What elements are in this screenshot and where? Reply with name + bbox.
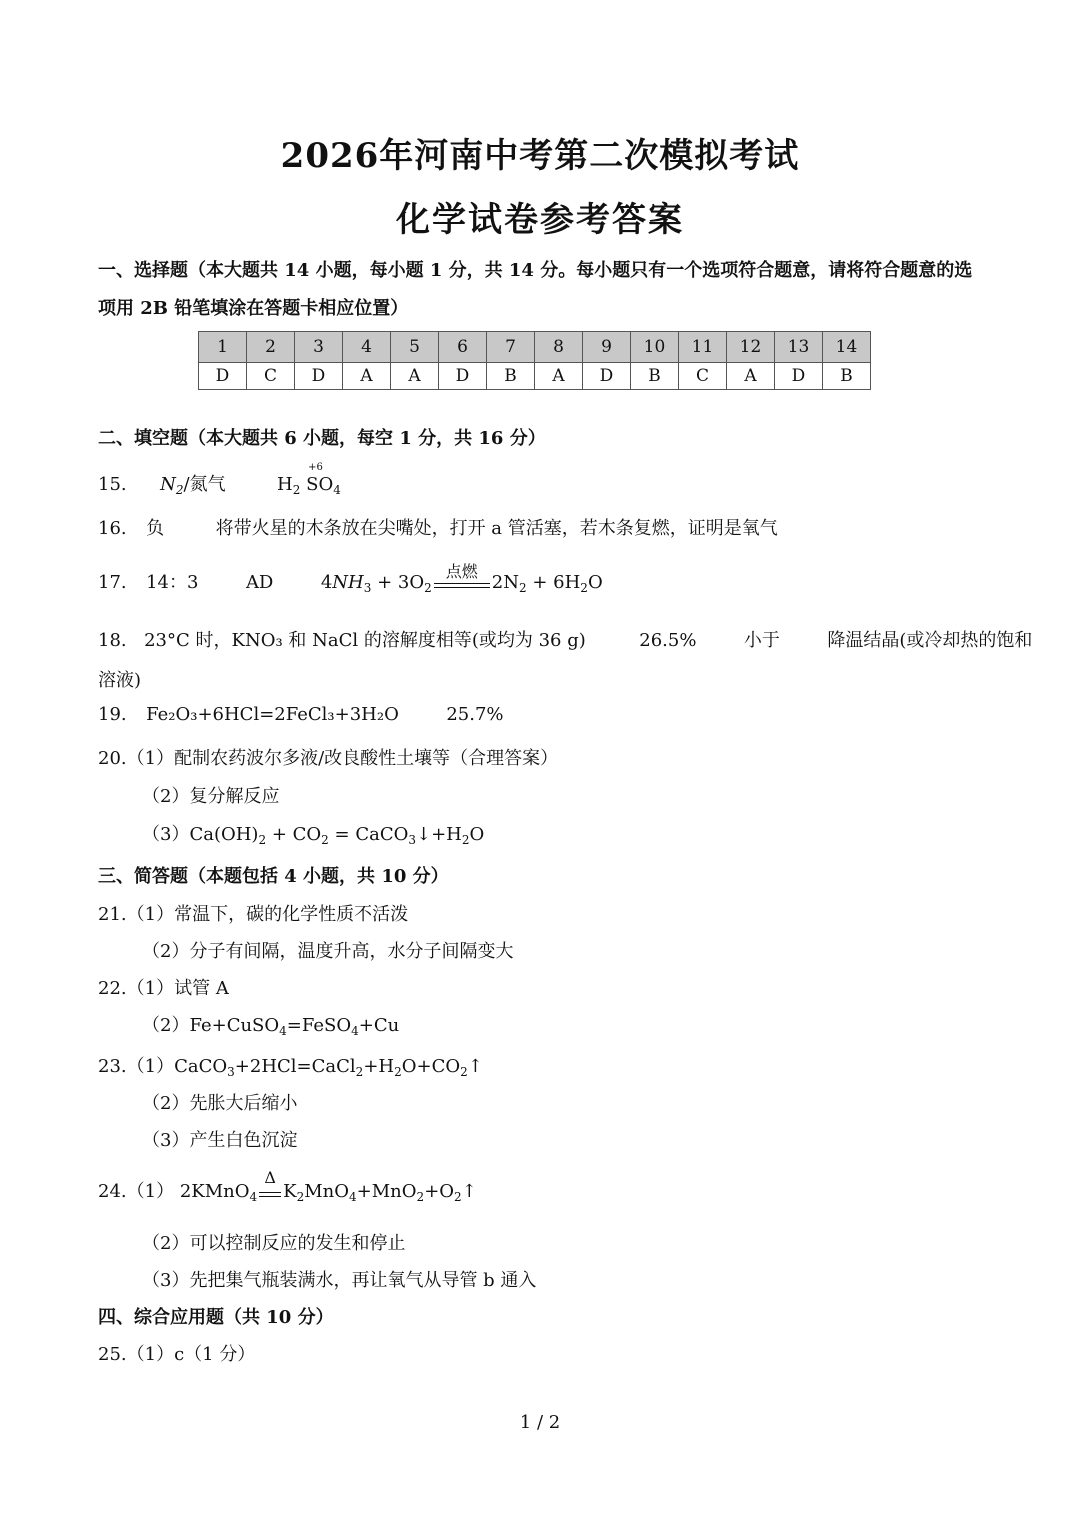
answer-table-number-cell: 14 xyxy=(823,332,871,363)
answer-table xyxy=(198,331,871,390)
section1-heading: 一、选择题（本大题共 14 小题，每小题 1 分，共 14 分。每小题只有一个选项符合题意，请将符合题意的选项用 2B 铅笔填涂在答题卡相应位置） xyxy=(98,260,973,319)
answer-table-number-cell: 12 xyxy=(727,332,775,363)
q21-part2: （2）分子有间隔，温度升高，水分子间隔变大 xyxy=(142,941,514,962)
q18 xyxy=(98,626,1032,652)
answer-table-answer-cell: D xyxy=(295,363,343,390)
q18-continuation: 溶液) xyxy=(98,670,142,691)
q15-formula-n2: $N_2$ xyxy=(160,474,184,497)
q20-part3-label: （3） xyxy=(142,824,190,845)
answer-table-number-cell: 9 xyxy=(583,332,631,363)
q20-number: 20. xyxy=(98,748,127,769)
page-title: 2026年河南中考第二次模拟考试 xyxy=(280,136,800,176)
q17-answer1: 14：3 xyxy=(146,572,199,593)
answer-table-answer-cell: B xyxy=(823,363,871,390)
q17-condition: 点燃 xyxy=(445,562,478,581)
q24-part1 xyxy=(98,1168,477,1204)
answer-table-number-cell: 11 xyxy=(679,332,727,363)
answer-table-number-cell: 2 xyxy=(247,332,295,363)
q19 xyxy=(98,704,504,725)
q25-number: 25. xyxy=(98,1344,127,1365)
answer-table-answer-cell: B xyxy=(487,363,535,390)
q20-part2: （2）复分解反应 xyxy=(142,786,280,807)
q16-answer1: 负 xyxy=(146,518,165,539)
q23-equation: $CaCO_3+2HCl=CaCl_2+H_2O+CO_2↑$ xyxy=(174,1056,483,1079)
q18-answer3: 小于 xyxy=(743,630,780,651)
answer-table-number-cell: 5 xyxy=(391,332,439,363)
q15-answer1-tail: /氮气 xyxy=(183,474,226,495)
q22-number: 22. xyxy=(98,978,127,999)
q20-part1 xyxy=(98,744,558,770)
q23-number: 23. xyxy=(98,1056,127,1077)
q25-part1 xyxy=(98,1340,255,1366)
q21-part1-text: （1）常温下，碳的化学性质不活泼 xyxy=(126,904,409,925)
q18-answer1: 23°C 时，KNO₃ 和 NaCl 的溶解度相等(或均为 36 g) xyxy=(144,630,586,651)
answer-table-answer-row xyxy=(199,363,871,390)
answer-table-answer-cell: C xyxy=(679,363,727,390)
q20-equation: $Ca(OH)_2 + CO_2$ = $CaCO_3↓+H_2O$ xyxy=(189,824,485,847)
answer-table-answer-cell: D xyxy=(439,363,487,390)
q17-answer2: AD xyxy=(245,572,274,593)
q17-number: 17. xyxy=(98,572,127,593)
q25-part1-text: （1）c（1 分） xyxy=(126,1344,256,1365)
answer-table-answer-cell: D xyxy=(583,363,631,390)
q17 xyxy=(98,562,603,595)
answer-table-answer-cell: D xyxy=(199,363,247,390)
answer-table-number-cell: 4 xyxy=(343,332,391,363)
answer-table-number-cell: 6 xyxy=(439,332,487,363)
page-subtitle: 化学试卷参考答案 xyxy=(396,200,684,240)
q23-part2: （2）先胀大后缩小 xyxy=(142,1093,298,1114)
q21-part1 xyxy=(98,900,408,926)
answer-table-number-cell: 13 xyxy=(775,332,823,363)
q24-number: 24. xyxy=(98,1181,127,1202)
q16-number: 16. xyxy=(98,518,127,539)
q20-part3 xyxy=(142,820,484,847)
q19-number: 19. xyxy=(98,704,127,725)
section4-heading: 四、综合应用题（共 10 分） xyxy=(98,1307,334,1328)
q22-equation: Fe+CuSO$_4$=FeSO$_4$+Cu xyxy=(189,1015,400,1038)
q24-part1-label: （1） xyxy=(126,1181,175,1202)
answer-table-answer-cell: A xyxy=(727,363,775,390)
answer-table-number-cell: 1 xyxy=(199,332,247,363)
q15-valence: +6 xyxy=(308,462,323,473)
q24-part3: （3）先把集气瓶装满水，再让氧气从导管 b 通入 xyxy=(142,1270,537,1291)
q17-equation: $4NH_3 + 3O_2$ 点燃 $2N_2 + 6H_2O$ xyxy=(321,572,603,593)
answer-table-number-cell: 7 xyxy=(487,332,535,363)
q22-part2-label: （2） xyxy=(142,1015,190,1036)
answer-table-number-cell: 10 xyxy=(631,332,679,363)
answer-table-answer-cell: D xyxy=(775,363,823,390)
answer-table-answer-cell: C xyxy=(247,363,295,390)
q16 xyxy=(98,514,778,540)
q22-part2 xyxy=(142,1011,399,1038)
q23-part3: （3）产生白色沉淀 xyxy=(142,1130,298,1151)
answer-table-number-row xyxy=(199,332,871,363)
q24-equation: 2KMnO$_4$ Δ $K_2MnO_4+MnO_2+O_2↑$ xyxy=(179,1168,477,1204)
q18-answer4: 降温结晶(或冷却热的饱和 xyxy=(827,630,1033,651)
answer-table-answer-cell: A xyxy=(343,363,391,390)
q23-part1 xyxy=(98,1052,483,1079)
q15 xyxy=(98,462,341,497)
q19-equation: Fe₂O₃+6HCl=2FeCl₃+3H₂O xyxy=(146,704,399,725)
q20-part1-text: （1）配制农药波尔多液/改良酸性土壤等（合理答案） xyxy=(126,748,559,769)
q24-part2: （2）可以控制反应的发生和停止 xyxy=(142,1233,406,1254)
answer-table-answer-cell: A xyxy=(535,363,583,390)
q19-answer2: 25.7% xyxy=(446,704,504,725)
q18-answer2: 26.5% xyxy=(639,630,697,651)
q22-part1-text: （1）试管 A xyxy=(126,978,229,999)
q22-part1 xyxy=(98,974,229,1000)
q15-answer2: $H_2$ S +6 $O_4$ xyxy=(277,462,341,497)
page-number: 1 / 2 xyxy=(519,1412,561,1433)
q21-number: 21. xyxy=(98,904,127,925)
answer-table-answer-cell: B xyxy=(631,363,679,390)
answer-table-number-cell: 3 xyxy=(295,332,343,363)
q15-number: 15. xyxy=(98,474,127,495)
q18-number: 18. xyxy=(98,630,127,651)
section3-heading: 三、简答题（本题包括 4 小题，共 10 分） xyxy=(98,866,449,887)
answer-table-number-cell: 8 xyxy=(535,332,583,363)
answer-table-answer-cell: A xyxy=(391,363,439,390)
q16-answer2: 将带火星的木条放在尖嘴处，打开 a 管活塞，若木条复燃，证明是氧气 xyxy=(215,518,778,539)
section2-heading: 二、填空题（本大题共 6 小题，每空 1 分，共 16 分） xyxy=(98,428,546,449)
q23-part1-label: （1） xyxy=(126,1056,175,1077)
